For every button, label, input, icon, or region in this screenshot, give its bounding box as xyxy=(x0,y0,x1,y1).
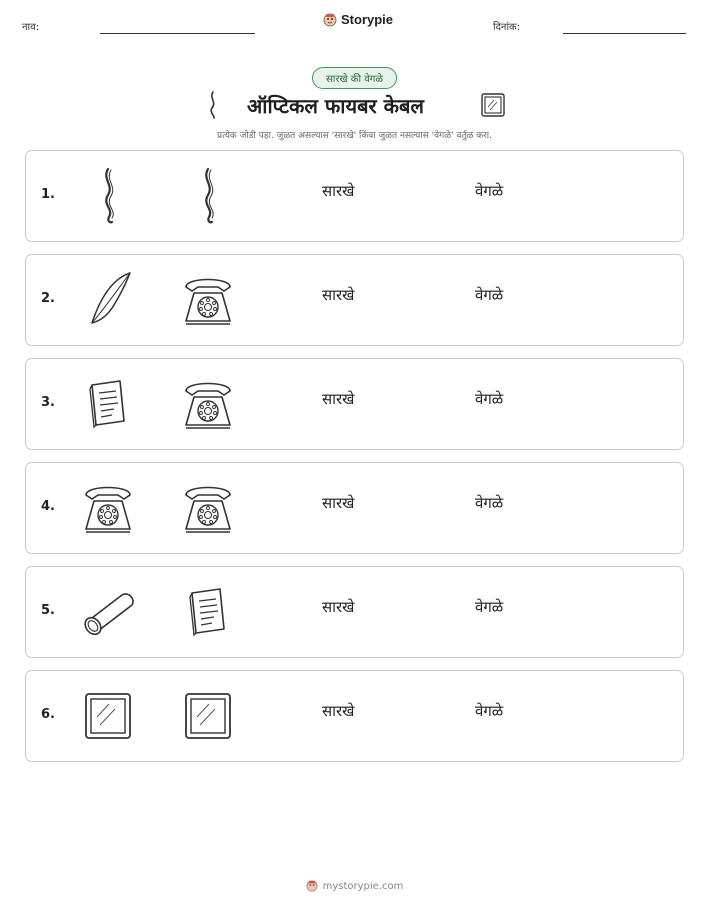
footer-site[interactable]: mystorypie.com xyxy=(322,880,404,892)
booklet-icon xyxy=(78,373,138,435)
row-number: 2. xyxy=(41,291,55,306)
different-option[interactable]: वेगळे xyxy=(475,286,504,304)
row-number: 6. xyxy=(41,707,55,722)
exercise-row-2 xyxy=(25,254,684,346)
same-option[interactable]: सारखे xyxy=(322,598,355,616)
name-line xyxy=(100,33,255,34)
exercise-row-3 xyxy=(25,358,684,450)
brand-name: Storypie xyxy=(341,12,394,27)
exercise-row-6 xyxy=(25,670,684,762)
telephone-icon xyxy=(78,477,138,539)
glass-square-icon xyxy=(178,685,238,747)
footer xyxy=(0,880,709,892)
title-row xyxy=(0,88,709,124)
fiber-strand-icon xyxy=(78,165,138,227)
page-title: ऑप्टिकल फायबर केबल xyxy=(247,94,424,118)
telephone-icon xyxy=(178,373,238,435)
telephone-icon xyxy=(178,477,238,539)
category-badge: सारखे की वेगळे xyxy=(312,67,397,89)
instructions: प्रत्येक जोडी पहा. जुळत असल्यास 'सारखे' किंवा जुळत नसल्यास 'वेगळे' वर्तुळ करा. xyxy=(216,131,492,141)
different-option[interactable]: वेगळे xyxy=(475,390,504,408)
row-number: 1. xyxy=(41,187,55,202)
exercise-row-1 xyxy=(25,150,684,242)
exercise-row-4 xyxy=(25,462,684,554)
date-line xyxy=(563,33,686,34)
telephone-icon xyxy=(178,269,238,331)
storypie-mascot-icon xyxy=(323,13,337,27)
row-number: 3. xyxy=(41,395,55,410)
row-number: 4. xyxy=(41,499,55,514)
same-option[interactable]: सारखे xyxy=(322,494,355,512)
same-option[interactable]: सारखे xyxy=(322,182,355,200)
same-option[interactable]: सारखे xyxy=(322,286,355,304)
worksheet-header xyxy=(0,0,709,50)
feather-icon xyxy=(78,269,138,331)
fiber-strand-icon xyxy=(205,90,221,120)
tube-icon xyxy=(78,581,138,643)
different-option[interactable]: वेगळे xyxy=(475,598,504,616)
glass-square-icon xyxy=(480,92,506,118)
fiber-strand-icon xyxy=(178,165,238,227)
exercise-row-5 xyxy=(25,566,684,658)
different-option[interactable]: वेगळे xyxy=(475,494,504,512)
same-option[interactable]: सारखे xyxy=(322,702,355,720)
date-label: दिनांक: xyxy=(493,22,521,33)
same-option[interactable]: सारखे xyxy=(322,390,355,408)
row-number: 5. xyxy=(41,603,55,618)
different-option[interactable]: वेगळे xyxy=(475,702,504,720)
brand-logo xyxy=(323,12,393,27)
glass-square-icon xyxy=(78,685,138,747)
storypie-mascot-icon xyxy=(306,880,318,892)
different-option[interactable]: वेगळे xyxy=(475,182,504,200)
name-label: नाव: xyxy=(22,22,40,33)
booklet-icon xyxy=(178,581,238,643)
